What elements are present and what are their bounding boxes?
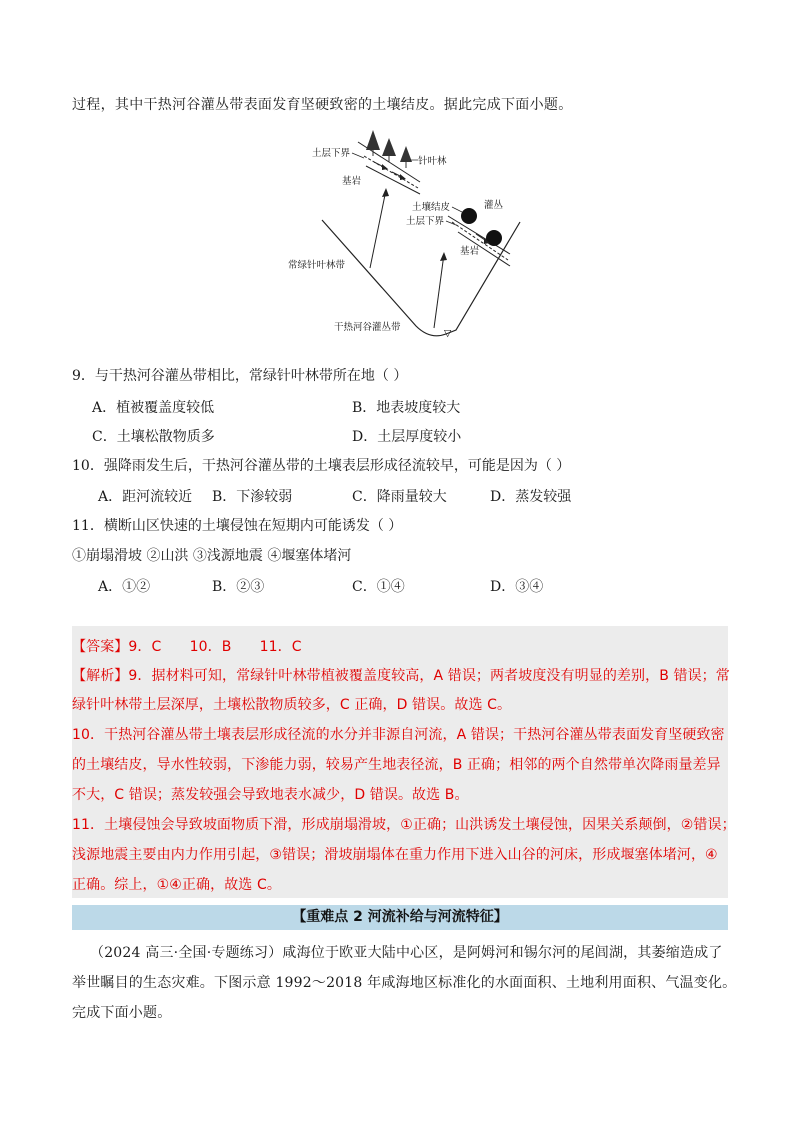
question-9-stem: 9．与干热河谷灌丛带相比，常绿针叶林带所在地（ ）: [72, 368, 408, 384]
label-bedrock-top: 基岩: [342, 176, 362, 187]
analysis-line-6: 11．土壤侵蚀会导致坡面物质下滑，形成崩塌滑坡，①正确；山洪诱发土壤侵蚀，因果关系颠倒，②错误；: [72, 817, 736, 833]
arrow-to-right-inset: [434, 254, 444, 328]
analysis-line-3: 10．干热河谷灌丛带土壤表层形成径流的水分并非源自河流，A 错误；干热河谷灌丛带表面发育坚硬致密: [72, 727, 725, 743]
shrub-icon-2: [486, 230, 502, 246]
label-evergreen-belt: 常绿针叶林带: [288, 260, 346, 271]
label-soil-crust: 土壤结皮: [412, 202, 451, 213]
label-soil-lower-boundary-top: 土层下界: [312, 148, 351, 159]
answer-analysis-box: [72, 626, 736, 898]
analysis-line-2: 绿针叶林带土层深厚，土壤松散物质较多，C 正确，D 错误。故选 C。: [72, 697, 512, 713]
paragraph-line-1: （2024 高三·全国·专题练习）咸海位于欧亚大陆中心区，是阿姆河和锡尔河的尾闾湖，其萎缩造成了: [90, 945, 723, 961]
analysis-line-1: 【解析】9．据材料可知，常绿针叶林带植被覆盖度较高，A 错误；两者坡度没有明显的差别，B 错误；常: [72, 668, 730, 684]
question-11-option-a: A．①②: [98, 579, 151, 595]
question-11-stem: 11．横断山区快速的土壤侵蚀在短期内可能诱发（ ）: [72, 518, 403, 534]
analysis-line-8: 正确。综上，①④正确，故选 C。: [72, 877, 281, 893]
label-conifer-forest: 针叶林: [418, 156, 447, 167]
slope-soil-diagram: [270, 122, 530, 354]
question-9-option-b: B．地表坡度较大: [352, 400, 461, 416]
paragraph-line-3: 完成下面小题。: [72, 1005, 172, 1021]
question-11-option-d: D．③④: [490, 579, 544, 595]
question-10-option-a: A．距河流较近: [98, 489, 193, 505]
label-bedrock-right: 基岩: [460, 246, 480, 257]
question-9-option-c: C．土壤松散物质多: [92, 429, 215, 445]
intro-text: 过程，其中干热河谷灌丛带表面发育坚硬致密的土壤结皮。据此完成下面小题。: [72, 97, 573, 113]
question-11-sub-items: ①崩塌滑坡 ②山洪 ③浅源地震 ④堰塞体堵河: [72, 548, 352, 564]
question-9-option-a: A．植被覆盖度较低: [92, 400, 215, 416]
analysis-line-7: 浅源地震主要由内力作用引起，③错误；滑坡崩塌体在重力作用下进入山谷的河床，形成堰塞体堵河，④: [72, 847, 718, 863]
label-dry-valley-belt: 干热河谷灌丛带: [334, 322, 401, 333]
paragraph-line-2: 举世瞩目的生态灾难。下图示意 1992～2018 年咸海地区标准化的水面面积、土地利用面积、气温变化。: [72, 975, 737, 991]
analysis-line-5: 不大，C 错误；蒸发较强会导致地表水减少，D 错误。故选 B。: [72, 787, 469, 803]
water-symbol: ▽: [444, 328, 452, 339]
section-heading: 【重难点 2 河流补给与河流特征】: [72, 905, 728, 930]
question-10-option-d: D．蒸发较强: [490, 489, 572, 505]
question-11-option-b: B．②③: [212, 579, 265, 595]
shrub-icon: [461, 208, 477, 224]
analysis-line-4: 的土壤结皮，导水性较弱，下渗能力弱，较易产生地表径流，B 正确；相邻的两个自然带单次降雨量差异: [72, 757, 721, 773]
question-11-option-c: C．①④: [352, 579, 405, 595]
question-9-option-d: D．土层厚度较小: [352, 429, 462, 445]
answer-line: 【答案】9．C 10．B 11．C: [72, 639, 302, 655]
shrub-inset: [406, 199, 510, 266]
question-10-stem: 10．强降雨发生后，干热河谷灌丛带的土壤表层形成径流较早，可能是因为（ ）: [72, 458, 571, 474]
question-10-option-b: B．下渗较弱: [212, 489, 293, 505]
label-shrub: 灌丛: [484, 200, 504, 211]
conifer-inset: [312, 130, 447, 194]
label-soil-lower-boundary-right: 土层下界: [406, 216, 445, 227]
question-10-option-c: C．降雨量较大: [352, 489, 447, 505]
arrow-to-top-inset: [370, 190, 386, 268]
